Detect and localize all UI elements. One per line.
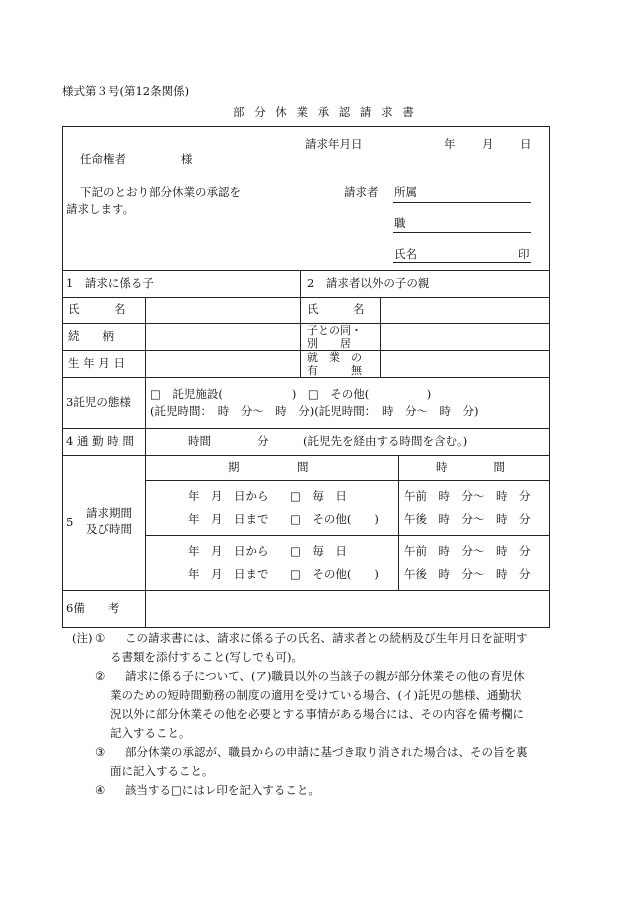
childcare-hours: (託児時間： 時 分～ 時 分)(託児時間： 時 分～ 時 分) (150, 404, 479, 418)
position-field[interactable] (393, 232, 531, 233)
pm-time-2: 午後 時 分～ 時 分 (404, 567, 531, 581)
child-relation-label: 続 柄 (68, 329, 114, 343)
note-2-line3: 況以外に部分休業その他を必要とする事情がある場合には、その内容を備考欄に (110, 707, 524, 721)
note-1-line2: る書類を添付すること(写しでも可)。 (110, 650, 303, 664)
note-3-line1: 部分休業の承認が、職員からの申請に基づき取り消された場合は、その旨を裏 (125, 745, 528, 759)
seal-label: 印 (518, 247, 530, 261)
period-header: 期 間 (228, 460, 309, 474)
notes-prefix: (注) (72, 631, 93, 645)
employment-label-1: 就 業 の (307, 351, 362, 364)
sama-label: 様 (181, 152, 193, 166)
note-2-line4: 記入すること。 (110, 726, 191, 740)
note-2-mark: ② (95, 669, 106, 683)
name-label: 氏名 (394, 247, 417, 261)
period-label-1: 請求期間 (86, 506, 132, 520)
child-name-label: 氏 名 (68, 302, 126, 316)
other-parent-section-title: 2 請求者以外の子の親 (307, 276, 430, 290)
other-checkbox-1[interactable]: □ その他( ) (290, 512, 379, 526)
request-date-label: 請求年月日 (305, 137, 363, 151)
day-label: 日 (520, 137, 532, 151)
name-field[interactable] (393, 262, 531, 263)
period-label-2: 及び時間 (86, 522, 132, 536)
childcare-options[interactable]: □ 託児施設( ) □ その他( ) (150, 387, 432, 401)
period-section-number: 5 (66, 515, 74, 529)
note-2-line1: 請求に係る子について、(ア)職員以外の当該子の親が部分休業その他の育児休 (125, 669, 525, 683)
note-1-mark: ① (95, 631, 106, 645)
requester-label: 請求者 (344, 185, 379, 199)
commute-time-value: 時間 分 (託児先を経由する時間を含む。) (188, 434, 468, 448)
note-4-mark: ④ (95, 783, 106, 797)
request-body-line1: 下記のとおり部分休業の承認を (80, 185, 241, 199)
childcare-mode-label: 3託児の態様 (66, 395, 131, 409)
affiliation-label: 所属 (394, 185, 417, 199)
daily-checkbox-1[interactable]: □ 毎 日 (290, 489, 347, 503)
affiliation-field[interactable] (393, 202, 531, 203)
period-from-2: 年 月 日から (188, 544, 269, 558)
employment-label-2: 有 無 (307, 364, 362, 377)
daily-checkbox-2[interactable]: □ 毎 日 (290, 544, 347, 558)
note-3-line2: 面に記入すること。 (110, 764, 214, 778)
note-1-line1: この請求書には、請求に係る子の氏名、請求者との続柄及び生年月日を証明す (125, 631, 528, 645)
form-title: 部 分 休 業 承 認 請 求 書 (233, 105, 417, 119)
request-body-line2: 請求します。 (66, 202, 135, 216)
period-from-1: 年 月 日から (188, 489, 269, 503)
child-birthdate-label: 生 年 月 日 (68, 356, 125, 370)
pm-time-1: 午後 時 分～ 時 分 (404, 512, 531, 526)
note-4-line1: 該当する□にはレ印を記入すること。 (125, 783, 320, 797)
commute-time-label: 4 通 勤 時 間 (66, 434, 134, 448)
cohabitation-label-1: 子との同・ (307, 324, 362, 337)
parent-name-label: 氏 名 (307, 302, 365, 316)
cohabitation-label-2: 別 居 (307, 337, 351, 350)
period-to-2: 年 月 日まで (188, 567, 269, 581)
year-label: 年 (444, 137, 456, 151)
child-section-title: 1 請求に係る子 (66, 276, 154, 290)
month-label: 月 (482, 137, 494, 151)
note-3-mark: ③ (95, 745, 106, 759)
am-time-2: 午前 時 分～ 時 分 (404, 544, 531, 558)
remarks-label: 6備 考 (66, 601, 120, 615)
note-2-line2: 業のための短時間勤務の制度の適用を受けている場合、(イ)託児の態様、通勤状 (110, 688, 522, 702)
period-to-1: 年 月 日まで (188, 512, 269, 526)
position-label: 職 (394, 216, 406, 230)
other-checkbox-2[interactable]: □ その他( ) (290, 567, 379, 581)
am-time-1: 午前 時 分～ 時 分 (404, 489, 531, 503)
time-header: 時 間 (436, 460, 505, 474)
appointer-label: 任命権者 (80, 152, 126, 166)
form-reference: 様式第３号(第12条関係) (62, 84, 190, 98)
